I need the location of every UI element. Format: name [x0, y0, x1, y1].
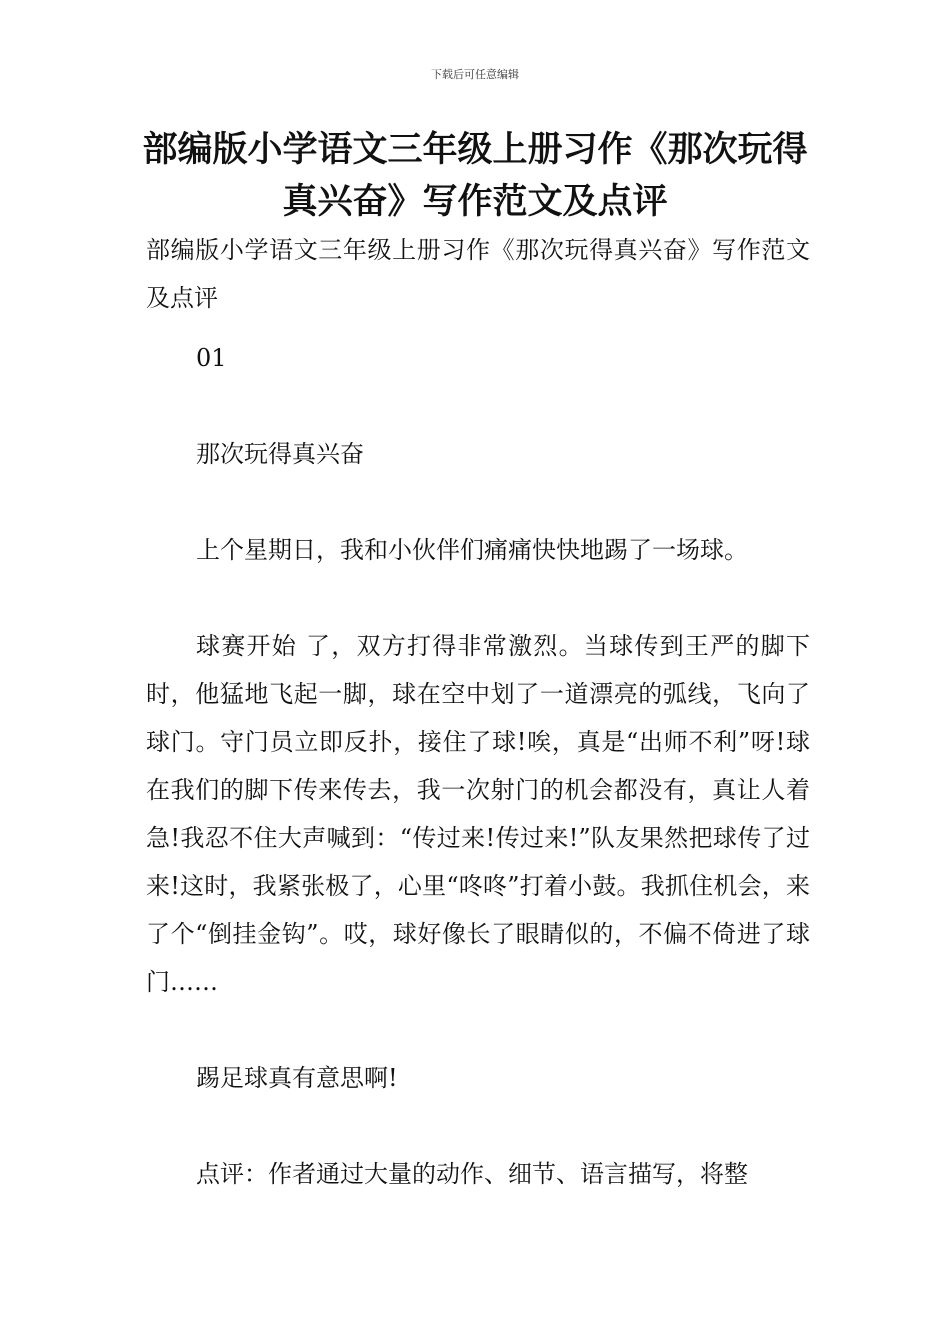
spacer	[146, 1102, 810, 1150]
spacer	[146, 478, 810, 526]
header-note: 下载后可任意编辑	[431, 68, 519, 81]
paragraph-match: 球赛开始 了，双方打得非常激烈。当球传到王严的脚下时，他猛地飞起一脚，球在空中划了一道漂亮的弧线，飞向了球门。守门员立即反扑，接住了球!唉，真是“出师不利”呀!球在我们的脚下传来传去，我一次射门的机会都没有，真让人着急!我忍不住大声喊到：“传过来!传过来!”队友果然把球传了过来!这时，我紧张极了，心里“咚咚”打着小鼓。我抓住机会，来了个“倒挂金钩”。哎，球好像长了眼睛似的，不偏不倚进了球门……	[146, 632, 810, 996]
document-subtitle: 部编版小学语文三年级上册习作《那次玩得真兴奋》写作范文及点评	[146, 236, 810, 312]
spacer	[146, 1006, 810, 1054]
document-body	[146, 226, 810, 1198]
document-title: 部编版小学语文三年级上册习作《那次玩得真兴奋》写作范文及点评	[142, 130, 808, 222]
paragraph-comment: 点评：作者通过大量的动作、细节、语言描写，将整	[196, 1160, 748, 1188]
spacer	[146, 382, 810, 430]
section-number: 01	[196, 344, 227, 372]
paragraph-intro: 上个星期日，我和小伙伴们痛痛快快地踢了一场球。	[196, 536, 748, 564]
spacer	[146, 574, 810, 622]
paragraph-conclusion: 踢足球真有意思啊!	[196, 1064, 398, 1092]
essay-title: 那次玩得真兴奋	[196, 440, 364, 468]
